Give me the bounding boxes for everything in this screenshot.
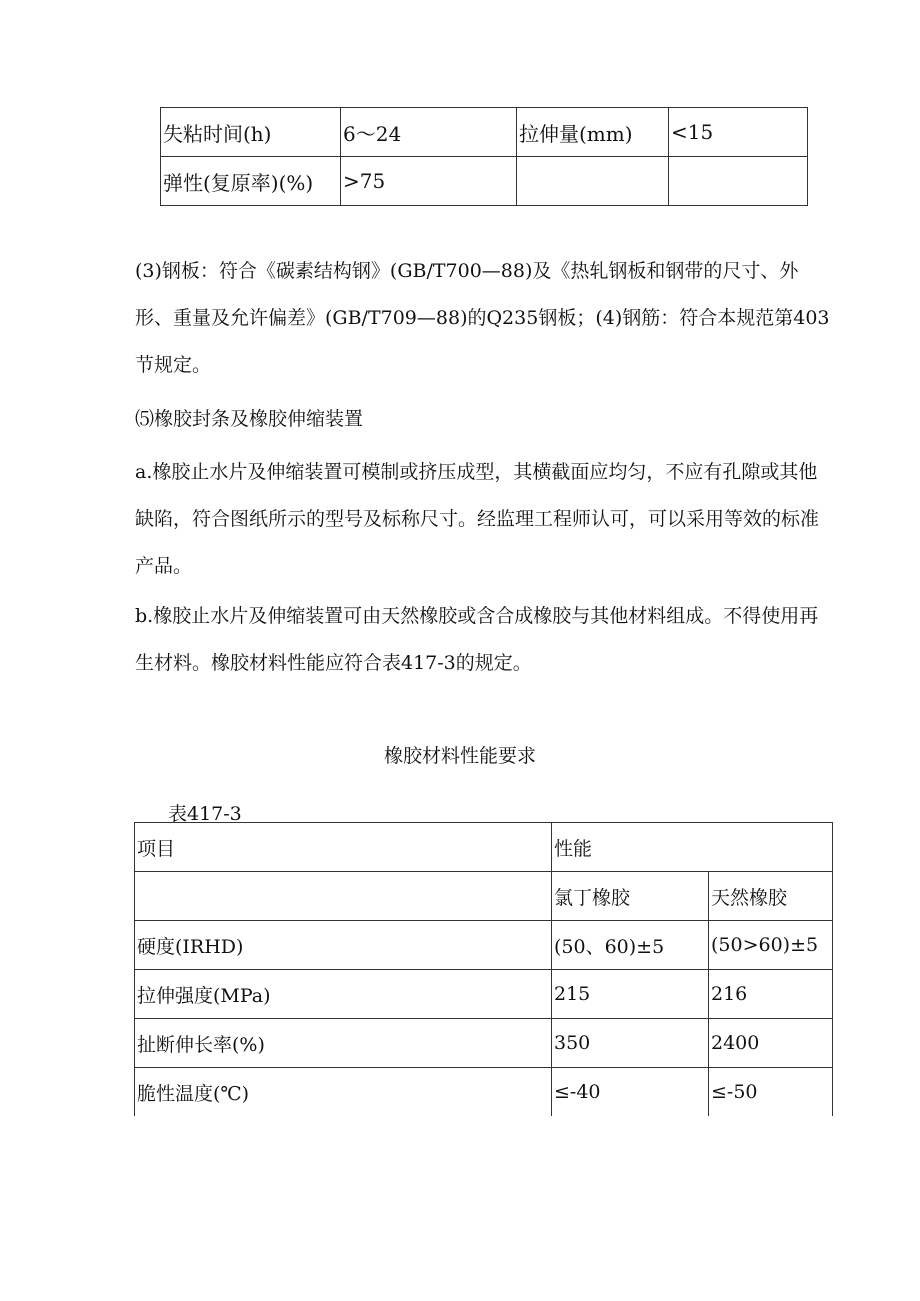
table-cell [669,157,808,206]
paragraph-text: b.橡胶止水片及伸缩装置可由天然橡胶或含合成橡胶与其他材料组成。不得使用再生材料。橡胶材料性能应符合表417-3的规定。 [135,605,819,674]
paragraph-rubber-a [135,449,835,590]
table-cell: 215 [552,970,709,1019]
table-cell: 弹性(复原率)(%) [161,157,341,206]
table-cell: 失粘时间(h) [161,108,341,157]
table-row [135,1019,833,1068]
table-cell: ≤-50 [709,1068,833,1117]
table-cell [135,872,552,921]
table-row [135,970,833,1019]
subheader-cell-neoprene: 氯丁橡胶 [552,872,709,921]
paragraph-text: a.橡胶止水片及伸缩装置可模制或挤压成型，其横截面应均匀，不应有孔隙或其他缺陷，符合图纸所示的型号及标称尺寸。经监理工程师认可，可以采用等效的标准产品。 [135,461,820,577]
table-cell: 脆性温度(℃) [135,1068,552,1117]
rubber-properties-table [134,822,833,1116]
header-cell-item: 项目 [135,823,552,872]
table-cell: (50、60)±5 [552,921,709,970]
table-cell [517,157,669,206]
paragraph-text: (3)钢板：符合《碳素结构钢》(GB/T700—88)及《热轧钢板和钢带的尺寸、外形、重量及允许偏差》(GB/T709—88)的Q235钢板；(4)钢筋：符合本规范第403节规定。 [135,260,830,376]
paragraph-text: ⑸橡胶封条及橡胶伸缩装置 [135,408,364,430]
subheader-cell-natural-rubber: 天然橡胶 [709,872,833,921]
table-row [161,157,808,206]
table-title: 橡胶材料性能要求 [383,745,536,767]
table-cell: <15 [669,108,808,157]
table-number: 表417-3 [168,803,242,825]
table-cell: 6～24 [341,108,517,157]
table-cell: 扯断伸长率(%) [135,1019,552,1068]
table-row [135,1068,833,1117]
header-cell-performance: 性能 [552,823,833,872]
paragraph-steel-plate [135,248,835,389]
table-cell: 拉伸量(mm) [517,108,669,157]
table-cell: ≤-40 [552,1068,709,1117]
table-row [161,108,808,157]
table-cell: 2400 [709,1019,833,1068]
adhesive-properties-table [160,107,808,206]
table-cell: 216 [709,970,833,1019]
paragraph-rubber-heading [135,396,835,443]
table-header-row [135,823,833,872]
table-row [135,921,833,970]
table-cell: 350 [552,1019,709,1068]
table-cell: 硬度(IRHD) [135,921,552,970]
table-cell: 拉伸强度(MPa) [135,970,552,1019]
table-subheader-row [135,872,833,921]
paragraph-rubber-b [135,593,835,687]
table-cell: (50>60)±5 [709,921,833,970]
table-cell: >75 [341,157,517,206]
